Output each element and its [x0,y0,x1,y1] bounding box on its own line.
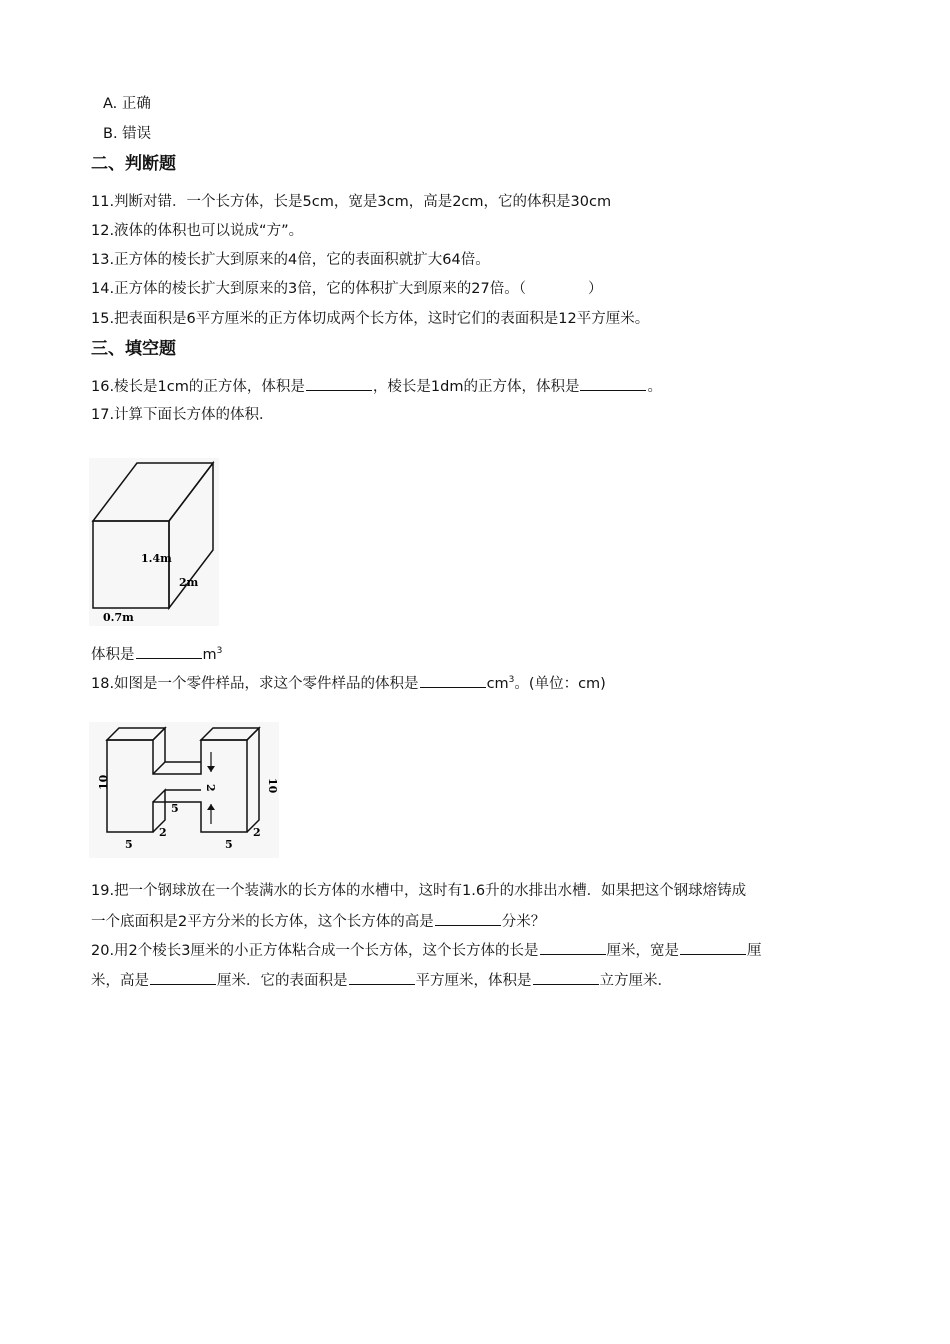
answer-blank[interactable] [420,673,486,688]
question-14-text: 14.正方体的棱长扩大到原来的3倍，它的体积扩大到原来的27倍。（ [91,281,526,297]
question-20-part7: 立方厘米． [599,973,672,989]
cuboid-figure [89,458,219,630]
question-20-part4: 米，高是 [91,973,149,989]
answer-blank[interactable] [349,970,415,985]
answer-blank[interactable] [435,911,501,926]
question-19-line1: 19.把一个钢球放在一个装满水的长方体的水槽中，这时有1.6升的水排出水槽．如果把这个钢球熔铸成 [91,883,747,899]
depth-right-label: 2 [253,826,261,839]
question-17: 17.计算下面长方体的体积． [91,407,274,423]
unit: cm [486,676,509,692]
question-15: 15.把表面积是6平方厘米的正方体切成两个长方体，这时它们的表面积是12平方厘米。 [91,311,650,327]
right-height-label: 10 [266,778,279,794]
question-18-part1: 18.如图是一个零件样品，求这个零件样品的体积是 [91,676,419,692]
answer-blank[interactable] [150,970,216,985]
question-12: 12.液体的体积也可以说成“方”。 [91,223,304,239]
question-20-part6: 平方厘米，体积是 [415,973,532,989]
question-16-part2: ，棱长是1dm的正方体，体积是 [372,379,580,395]
question-14-close: ） [587,281,603,297]
left-height-label: 10 [97,774,110,790]
section-judge-title: 二、判断题 [91,154,176,174]
base-left-label: 5 [125,838,133,851]
depth-left-label: 2 [159,826,167,839]
question-20-part5: 厘米．它的表面积是 [217,973,348,989]
height-label: 1.4m [141,552,172,565]
width-label: 0.7m [103,611,134,624]
question-17-answer [91,644,222,665]
section-fill-title: 三、填空题 [91,339,176,359]
question-19-part1: 一个底面积是2平方分米的长方体，这个长方体的高是 [91,914,434,930]
question-16 [91,376,662,397]
question-19-line2 [91,911,545,932]
question-16-part3: 。 [647,379,662,395]
answer-blank[interactable] [680,940,746,955]
question-19-part2: 分米？ [501,914,546,930]
answer-blank[interactable] [533,970,599,985]
base-right-label: 5 [225,838,233,851]
option-a: A. 正确 [103,96,151,112]
question-11: 11.判断对错．一个长方体，长是5cm，宽是3cm，高是2cm，它的体积是30cm [91,194,612,210]
question-20-part3: 厘 [747,943,762,959]
question-18-part2: 。(单位：cm) [514,676,606,692]
option-b: B. 错误 [103,126,152,142]
gap-label: 2 [204,784,217,792]
question-20-part2: 厘米，宽是 [606,943,680,959]
depth-label: 2m [179,576,199,589]
unit-superscript: 3 [216,646,223,657]
unit: m [202,647,217,663]
question-18 [91,673,606,694]
h-part-figure [89,722,279,862]
question-16-part1: 16.棱长是1cm的正方体，体积是 [91,379,305,395]
answer-prefix: 体积是 [91,647,135,663]
unit-superscript: 3 [508,675,515,686]
question-20-part1: 20.用2个棱长3厘米的小正方体粘合成一个长方体，这个长方体的长是 [91,943,539,959]
question-20-line1 [91,940,762,961]
answer-blank[interactable] [540,940,606,955]
question-13: 13.正方体的棱长扩大到原来的4倍，它的表面积就扩大64倍。 [91,252,490,268]
answer-blank[interactable] [580,376,646,391]
answer-blank[interactable] [306,376,372,391]
answer-blank[interactable] [136,644,202,659]
inner-label: 5 [171,802,179,815]
question-14 [91,279,602,299]
question-20-line2 [91,970,672,991]
